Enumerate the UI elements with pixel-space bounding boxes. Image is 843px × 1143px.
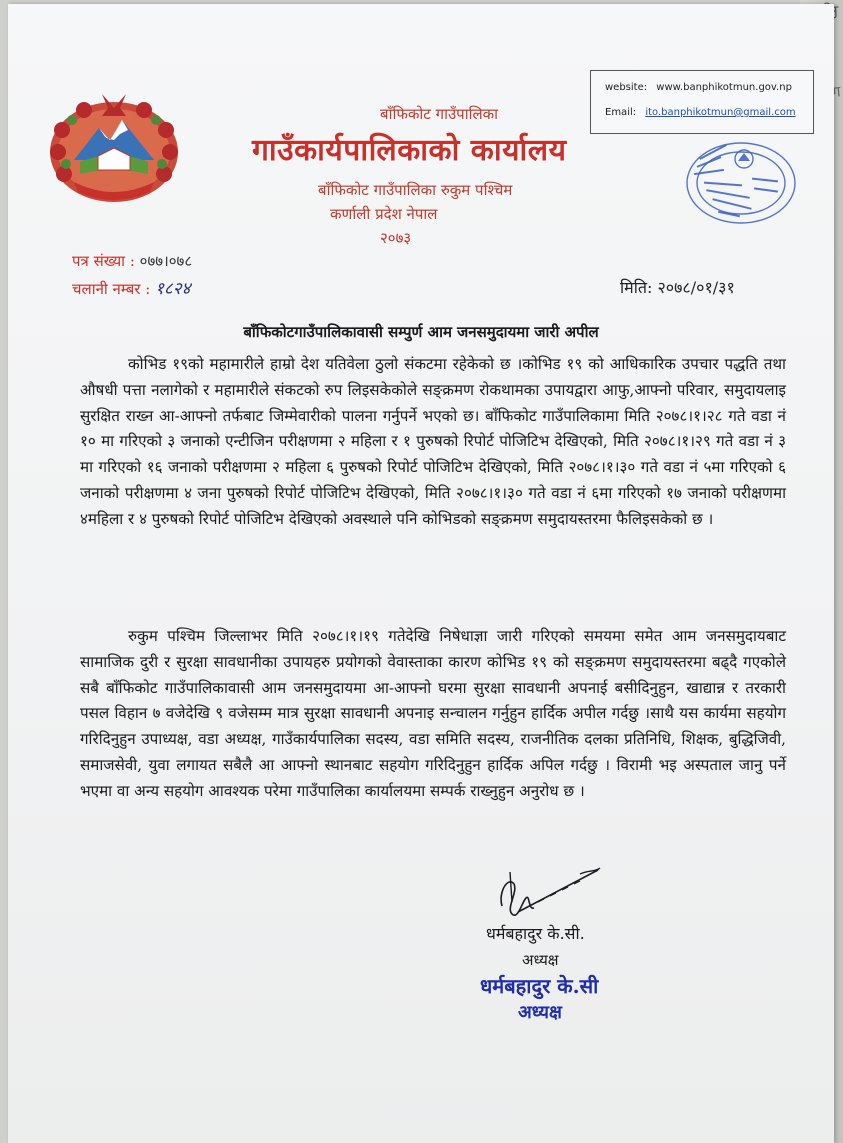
office-year: २०७३ bbox=[380, 229, 412, 247]
nepal-emblem-icon bbox=[44, 90, 184, 208]
body-paragraph-2: रुकुम पश्चिम जिल्लाभर मिति २०७८।१।१९ गतेदेखि निषेधाज्ञा जारी गरिएको समयमा समेत आम जनसमुदायबाट सामाजिक दुरी र सुरक्षा सावधानीका उपायहरु प्रयोगको वेवास्ताका कारण कोभिड १९ को सङ्क्रमण समुदायस्तरमा बढ्दै गएकोले सबै बाँफिकोट गाउँपालिकावासी आम जनसमुदायमा आ-आफ्नो घरमा सुरक्षा सावधानी अपनाई बसीदिनुहुन, खाद्यान्न र तरकारी पसल विहान ७ वजेदेखि ९ वजेसम्म मात्र सुरक्षा सावधानी अपनाइ सन्चालन गर्नुहुन हार्दिक अपील गर्दछु ।साथै यस कार्यमा सहयोग गरिदिनुहुन उपाध्यक्ष, वडा अध्यक्ष, गाउँकार्यपालिका सदस्य, वडा समिति सदस्य, राजनीतिक दलका प्रतिनिधि, शिक्षक, बुद्धिजिवी, समाजसेवी, युवा लगायत सबैलै आ आफ्नो स्थानबाट सहयोग गरिदिनुहुन हार्दिक अपिल गर्दछु । विरामी भइ अस्पताल जानु पर्ने भएमा वा अन्य सहयोग आवश्यक परेमा गाउँपालिका कार्यालयमा सम्पर्क राख्नुहुन अनुरोध छ । bbox=[80, 627, 786, 800]
office-province: कर्णाली प्रदेश नेपाल bbox=[330, 205, 438, 223]
office-title: गाउँकार्यपालिकाको कार्यालय bbox=[252, 133, 567, 168]
signatory-stamp-name: धर्मबहादुर के.सी bbox=[480, 974, 599, 998]
reference-label: पत्र संख्या : bbox=[72, 252, 135, 270]
dispatch-value: १८२४ bbox=[155, 279, 191, 299]
contact-box bbox=[590, 70, 814, 134]
letter-page bbox=[8, 4, 834, 1143]
dispatch-label: चलानी नम्बर : bbox=[72, 280, 151, 298]
email-row bbox=[605, 107, 796, 118]
letter-subject: बाँफिकोटगाउँपालिकावासी सम्पुर्ण आम जनसमुदायमा जारी अपील bbox=[243, 323, 599, 341]
reference-number bbox=[72, 251, 192, 271]
email-label: Email: bbox=[605, 107, 637, 118]
dispatch-number bbox=[72, 276, 190, 299]
signatory-name: धर्मबहादुर के.सी. bbox=[486, 924, 585, 943]
website-link[interactable]: www.banphikotmun.gov.np bbox=[656, 82, 792, 93]
signatory-stamp-title: अध्यक्ष bbox=[518, 1002, 562, 1023]
reference-value: ०७७।०७८ bbox=[139, 252, 193, 270]
website-row bbox=[605, 82, 792, 93]
body-paragraph-1: कोभिड १९को महामारीले हाम्रो देश यतिवेला ठुलो संकटमा रहेकेको छ ।कोभिड १९ को आधिकारिक उपचार पद्धति तथा औषधी पत्ता नलागेको र महामारीले संकटको रुप लिइसकेकोले सङ्क्रमण रोकथामका उपायद्वारा आफु,आफ्नो परिवार, समुदायलाइ सुरक्षित राख्न आ-आफ्नो तर्फबाट जिम्मेवारीको पालना गर्नुपर्ने भएको छ। बाँफिकोट गाउँपालिकामा मिति २०७८।१।२८ गते वडा नं १० मा गरिएको ३ जनाको एन्टीजिन परीक्षणमा २ महिला र १ पुरुषको रिपोर्ट पोजिटिभ देखिएको, मिति २०७८।१।२९ गते वडा नं ३ मा गरिएको १६ जनाको परीक्षणमा २ महिला ६ पुरुषको रिपोर्ट पोजिटिभ देखिएको, मिति २०७८।१।३० गते वडा नं ५मा गरिएको ६ जनाको परीक्षणमा ४ जना पुरुषको रिपोर्ट पोजिटिभ देखिएको, मिति २०७८।१।३० गते वडा नं ६मा गरिएको १७ जनाको परीक्षणमा ४महिला र ४ पुरुषको रिपोर्ट पोजिटिभ देखिएको अवस्थाले पनि कोभिडको सङ्क्रमण समुदायस्तरमा फैलिइसकेको छ । bbox=[80, 355, 786, 528]
office-address: बाँफिकोट गाउँपालिका रुकुम पश्चिम bbox=[318, 181, 513, 199]
signatory-title: अध्यक्ष bbox=[522, 951, 559, 969]
website-label: website: bbox=[605, 82, 648, 93]
municipality-name: बाँफिकोट गाउँपालिका bbox=[380, 105, 499, 123]
office-stamp-icon bbox=[682, 137, 800, 229]
email-link[interactable]: ito.banphikotmun@gmail.com bbox=[645, 107, 796, 118]
letter-date: मिति: २०७८/०१/३१ bbox=[620, 278, 735, 297]
